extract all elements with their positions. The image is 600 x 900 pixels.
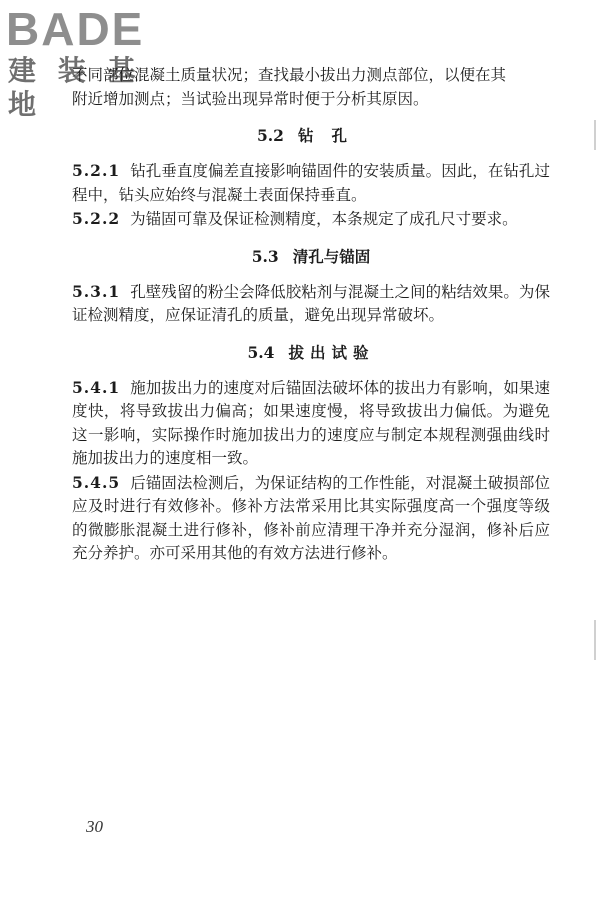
intro-paragraph: [72, 64, 550, 111]
section-number: 5.4: [247, 342, 275, 362]
clause-5-3-1: [72, 280, 550, 328]
intro-line-1: 不同部位混凝土质量状况；查找最小拔出力测点部位，以便在其: [72, 66, 507, 84]
clause-number: 5.4.5: [72, 472, 121, 492]
document-body: [72, 64, 550, 566]
scan-edge-mark: [594, 620, 596, 660]
clause-number: 5.4.1: [72, 377, 121, 397]
clause-5-4-1: [72, 376, 550, 471]
clause-5-4-5: [72, 471, 550, 566]
clause-text: 后锚固法检测后，为保证结构的工作性能，对混凝土破损部位应及时进行有效修补。修补方法常采用比其实际强度高一个强度等级的微膨胀混凝土进行修补，修补前应清理干净并充分湿润，修补后应充分养护。亦可采用其他的有效方法进行修补。: [72, 473, 550, 562]
page-number: 30: [86, 817, 103, 836]
section-heading-5-4: [72, 342, 550, 364]
watermark-word: BADE: [6, 3, 145, 55]
section-heading-5-2: [72, 125, 550, 147]
clause-number: 5.3.1: [72, 281, 121, 301]
clause-number: 5.2.1: [72, 161, 121, 180]
clause-number: 5.2.2: [72, 209, 121, 228]
section-title: 钻孔: [297, 126, 365, 145]
clause-text: 为锚固可靠及保证检测精度，本条规定了成孔尺寸要求。: [130, 210, 518, 228]
section-heading-5-3: [72, 246, 550, 268]
clause-5-2-1: [72, 159, 550, 207]
clause-5-2-2: [72, 207, 550, 232]
section-title: 清孔与锚固: [292, 246, 371, 266]
clause-text: 钻孔垂直度偏差直接影响锚固件的安装质量。因此，在钻孔过程中，钻头应始终与混凝土表面保持垂直。: [72, 162, 550, 204]
clause-text: 孔壁残留的粉尘会降低胶粘剂与混凝土之间的粘结效果。为保证检测精度，应保证清孔的质量，避免出现异常破坏。: [72, 282, 550, 324]
watermark-subtitle: 建 装 基 地: [8, 54, 142, 121]
clause-text: 施加拔出力的速度对后锚固法破坏体的拔出力有影响，如果速度快，将导致拔出力偏高；如果速度慢，将导致拔出力偏低。为避免这一影响，实际操作时施加拔出力的速度应与制定本规程测强曲线时施加拔出力的速度相一致。: [72, 378, 550, 467]
scan-edge-mark: [594, 120, 596, 150]
section-number: 5.3: [251, 246, 279, 266]
section-number: 5.2: [257, 126, 284, 145]
intro-line-2: 附近增加测点；当试验出现异常时便于分析其原因。: [72, 89, 429, 108]
section-title: 拔出试验: [288, 342, 375, 362]
